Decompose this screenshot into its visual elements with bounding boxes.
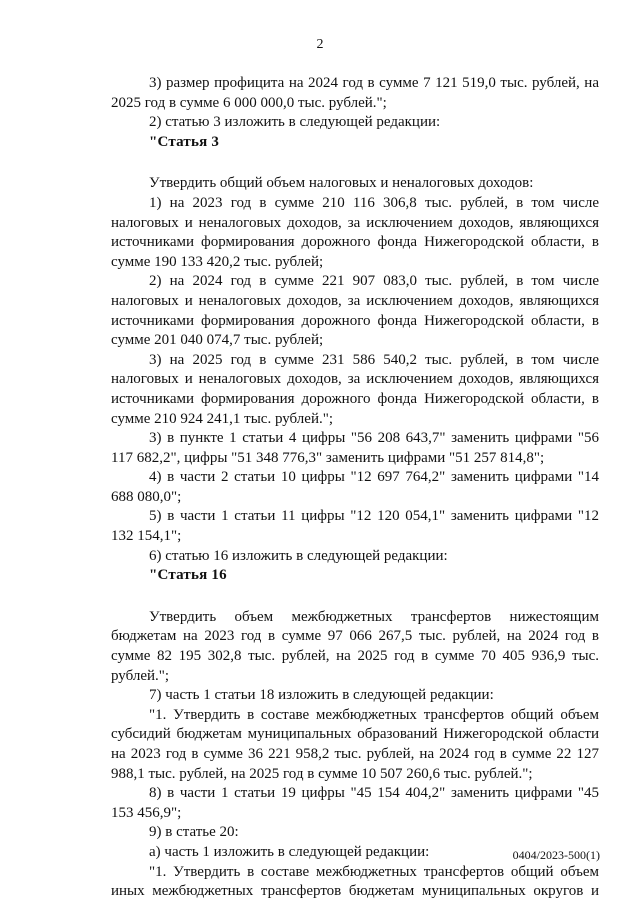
page-number: 2	[316, 37, 324, 52]
paragraph-article20-intro: 9) в статье 20:	[149, 824, 239, 841]
paragraph-revenue-2025: 3) на 2025 год в сумме 231 586 540,2 тыс. рублей, в том числе налоговых и неналоговых доходов, за исключением доходов, являющихся источниками формирования дорожного фонда Нижегородской области, в сумме 210 924 241,1 тыс. рублей.";	[111, 351, 599, 427]
heading-article-16: "Статья 16	[149, 567, 227, 584]
paragraph-article20-part1: а) часть 1 изложить в следующей редакции:	[149, 843, 430, 860]
paragraph-article11-change: 5) в части 1 статьи 11 цифры "12 120 054,1" заменить цифрами "12 132 154,1";	[111, 508, 599, 545]
paragraph-surplus: 3) размер профицита на 2024 год в сумме 7 121 519,0 тыс. рублей, на 2025 год в сумме 6 000 000,0 тыс. рублей.";	[111, 75, 599, 111]
paragraph-revenues-intro: Утвердить общий объем налоговых и неналоговых доходов:	[149, 175, 534, 192]
paragraph-article3-intro: 2) статью 3 изложить в следующей редакции:	[149, 114, 441, 131]
heading-article-3: "Статья 3	[149, 133, 220, 150]
paragraph-revenue-2023: 1) на 2023 год в сумме 210 116 306,8 тыс. рублей, в том числе налоговых и неналоговых доходов, за исключением доходов, являющихся источниками формирования дорожного фонда Нижегородской области, в сумме 190 133 420,2 тыс. рублей;	[111, 194, 599, 270]
paragraph-revenue-2024: 2) на 2024 год в сумме 221 907 083,0 тыс. рублей, в том числе налоговых и неналоговых доходов, за исключением доходов, являющихся источниками формирования дорожного фонда Нижегородской области, в сумме 201 040 074,7 тыс. рублей;	[111, 273, 599, 349]
paragraph-article4-change: 3) в пункте 1 статьи 4 цифры "56 208 643,7" заменить цифрами "56 117 682,2", цифры "51 348 776,3" заменить цифрами "51 257 814,8";	[111, 430, 599, 466]
paragraph-article19-change: 8) в части 1 статьи 19 цифры "45 154 404,2" заменить цифрами "45 153 456,9";	[111, 785, 599, 821]
paragraph-transfers: Утвердить объем межбюджетных трансфертов нижестоящим бюджетам на 2023 год в сумме 97 066 267,5 тыс. рублей, на 2024 год в сумме 82 195 302,8 тыс. рублей, на 2025 год в сумме 70 405 936,9 тыс. рублей.";	[111, 608, 599, 684]
document-code: 0404/2023-500(1)	[512, 848, 600, 862]
paragraph-article16-intro: 6) статью 16 изложить в следующей редакции:	[149, 547, 448, 564]
spacer	[111, 152, 599, 174]
paragraph-subsidies: "1. Утвердить в составе межбюджетных трансфертов общий объем субсидий бюджетам муниципальных образований Нижегородской области на 2023 год в сумме 36 221 958,2 тыс. рублей, на 2024 год в сумме 22 127 988,1 тыс. рублей, на 2025 год в сумме 10 507 260,6 тыс. рублей.";	[111, 706, 599, 782]
spacer	[111, 586, 599, 608]
paragraph-other-transfers: "1. Утвердить в составе межбюджетных трансфертов общий объем иных межбюджетных трансфертов бюджетам муниципальных округов и	[111, 863, 599, 900]
paragraph-article10-change: 4) в части 2 статьи 10 цифры "12 697 764,2" заменить цифрами "14 688 080,0";	[111, 469, 599, 505]
document-body	[111, 74, 599, 902]
paragraph-article18-intro: 7) часть 1 статьи 18 изложить в следующей редакции:	[149, 687, 494, 704]
